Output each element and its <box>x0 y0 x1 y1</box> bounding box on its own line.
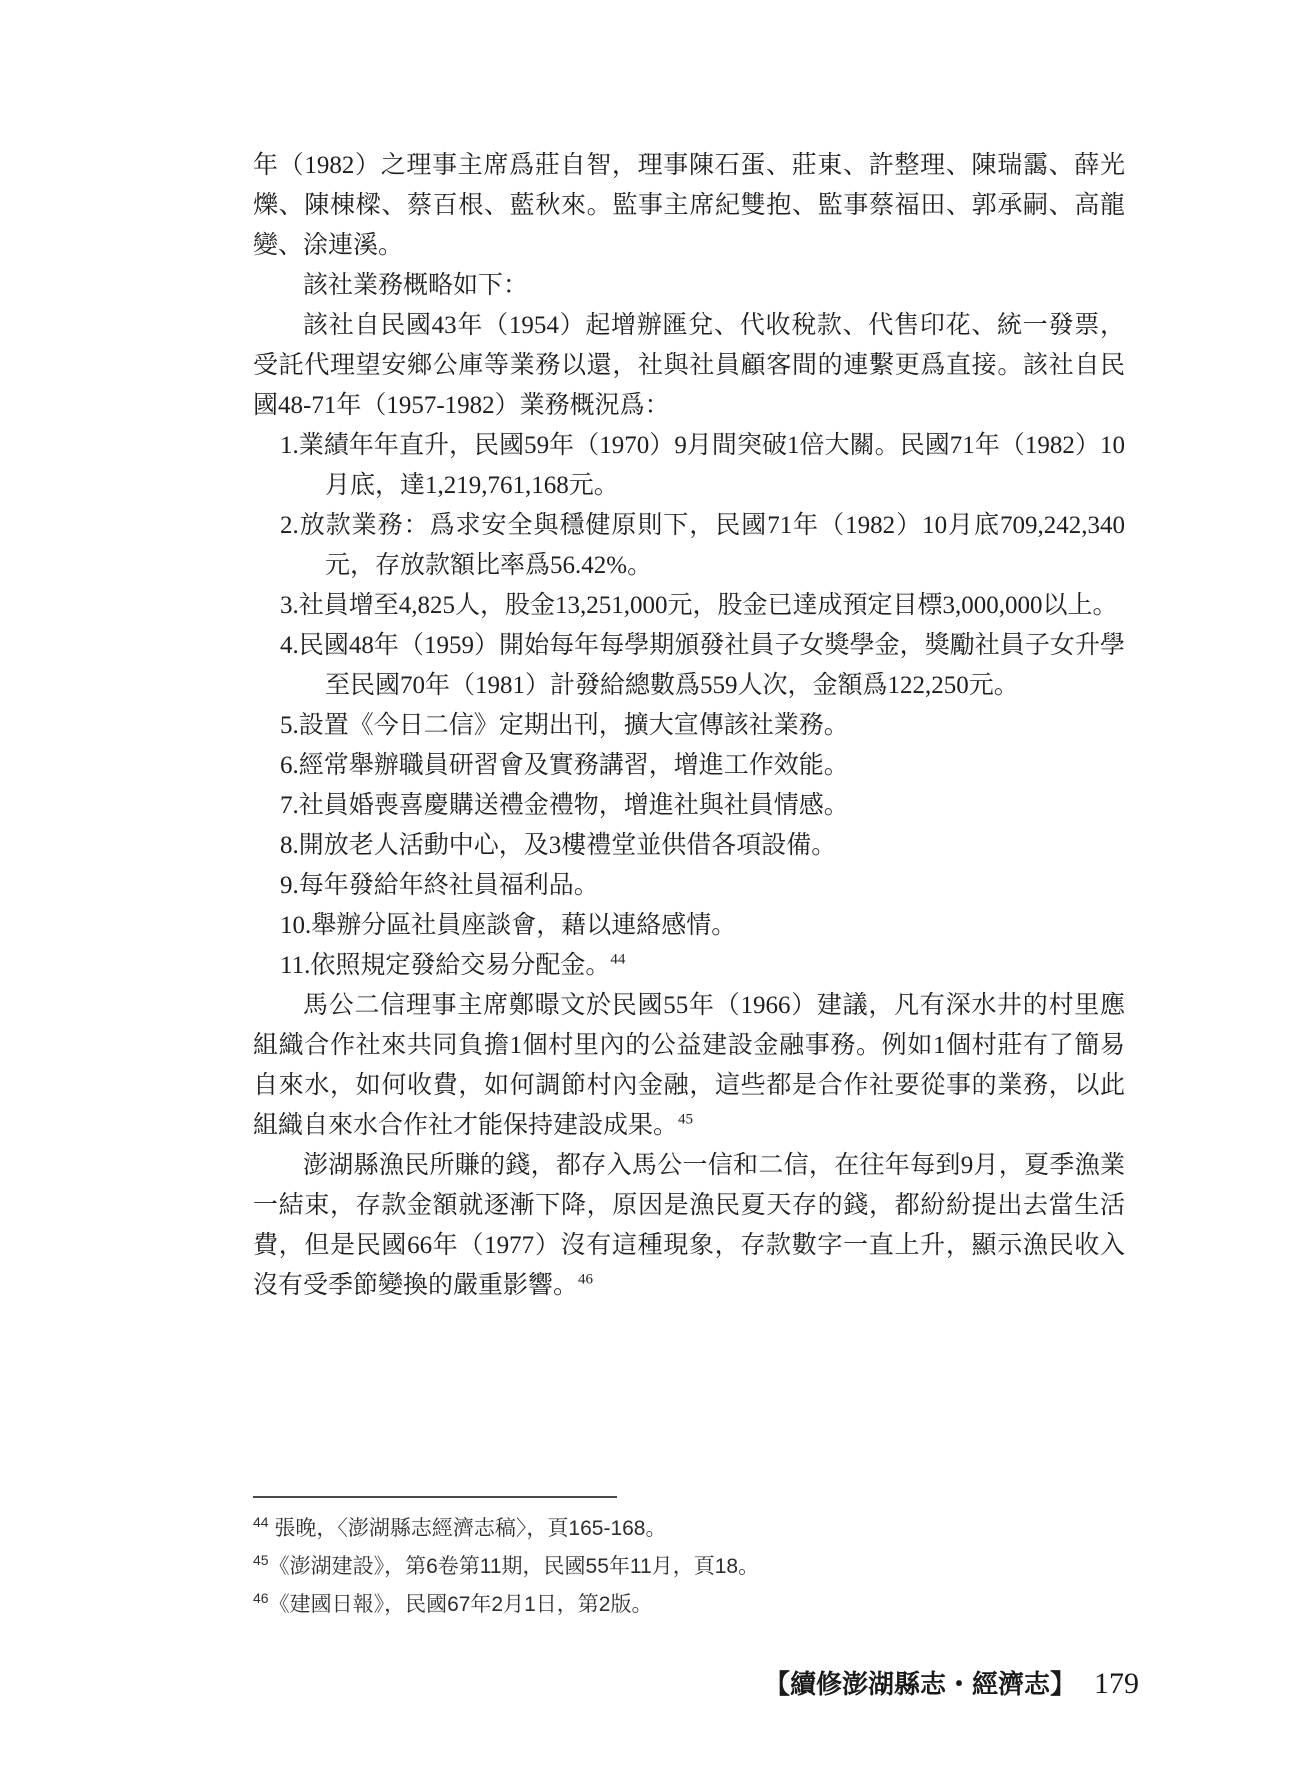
list-item: 9.每年發給年終社員福利品。 <box>280 872 599 899</box>
footnotes-section <box>253 1496 1125 1624</box>
footnote-reference: 46 <box>578 1271 594 1288</box>
footnote-text: 《建國日報》，民國67年2月1日，第2版。 <box>268 1593 653 1616</box>
page-number: 179 <box>1094 1667 1139 1700</box>
paragraph: 年（1982）之理事主席爲莊自智，理事陳石蛋、莊東、許整理、陳瑞靄、薛光爍、陳棟樑、蔡百根、藍秋來。監事主席紀雙抱、監事蔡福田、郭承嗣、高龍變、涂連溪。 <box>253 152 1125 259</box>
footnote-reference: 44 <box>610 951 626 968</box>
footnote <box>253 1548 1125 1586</box>
paragraph-text: 澎湖縣漁民所賺的錢，都存入馬公一信和二信，在往年每到9月，夏季漁業一結束，存款金額就逐漸下降，原因是漁民夏天存的錢，都紛紛提出去當生活費，但是民國66年（1977）沒有這種現象，存款數字一直上升，顯示漁民收入沒有受季節變換的嚴重影響。 <box>253 1152 1125 1299</box>
footnote-marker: 46 <box>253 1590 269 1606</box>
footnote <box>253 1510 1125 1548</box>
footnote-text: 《澎湖建設》，第6卷第11期，民國55年11月，頁18。 <box>268 1555 760 1578</box>
list-item: 5.設置《今日二信》定期出刊，擴大宣傳該社業務。 <box>280 712 849 739</box>
list-item <box>253 946 1125 986</box>
footnote-separator-rule <box>253 1496 617 1498</box>
paragraph <box>253 986 1125 1146</box>
book-title: 【續修澎湖縣志・經濟志】 <box>763 1670 1076 1699</box>
paragraph-text: 馬公二信理事主席鄭暻文於民國55年（1966）建議，凡有深水井的村里應組織合作社來共同負擔1個村里內的公益建設金融事務。例如1個村莊有了簡易自來水，如何收費，如何調節村內金融，這些都是合作社要從事的業務，以此組織自來水合作社才能保持建設成果。 <box>253 992 1125 1139</box>
list-item: 3.社員增至4,825人，股金13,251,000元，股金已達成預定目標3,000,000以上。 <box>280 592 1118 619</box>
page-footer <box>253 1664 1139 1701</box>
paragraph: 該社業務概略如下： <box>303 272 529 299</box>
footnote-text: 張晚，〈澎湖縣志經濟志稿〉，頁165-168。 <box>268 1517 667 1540</box>
list-item: 7.社員婚喪喜慶購送禮金禮物，增進社與社員情感。 <box>280 792 849 819</box>
paragraph <box>253 1146 1125 1306</box>
list-item-text: 11.依照規定發給交易分配金。 <box>280 952 611 979</box>
list-item: 10.舉辦分區社員座談會，藉以連絡感情。 <box>280 912 737 939</box>
list-item: 6.經常舉辦職員研習會及實務講習，增進工作效能。 <box>280 752 849 779</box>
list-item: 2.放款業務：爲求安全與穩健原則下，民國71年（1982）10月底709,242,340元，存放款額比率爲56.42%。 <box>280 512 1125 579</box>
footnote <box>253 1586 1125 1624</box>
footnote-marker: 44 <box>253 1514 269 1530</box>
body-text <box>253 146 1125 1306</box>
footnote-reference: 45 <box>678 1111 694 1128</box>
list-item: 1.業績年年直升，民國59年（1970）9月間突破1倍大關。民國71年（1982）10月底，達1,219,761,168元。 <box>280 432 1125 499</box>
list-item: 8.開放老人活動中心，及3樓禮堂並供借各項設備。 <box>280 832 837 859</box>
list-item: 4.民國48年（1959）開始每年每學期頒發社員子女獎學金，獎勵社員子女升學至民國70年（1981）計發給總數爲559人次，金額爲122,250元。 <box>280 632 1125 699</box>
footnote-marker: 45 <box>253 1552 269 1568</box>
paragraph: 該社自民國43年（1954）起增辦匯兌、代收稅款、代售印花、統一發票，受託代理望安鄉公庫等業務以還，社與社員顧客間的連繫更爲直接。該社自民國48-71年（1957-1982）業務概況爲： <box>253 312 1125 419</box>
